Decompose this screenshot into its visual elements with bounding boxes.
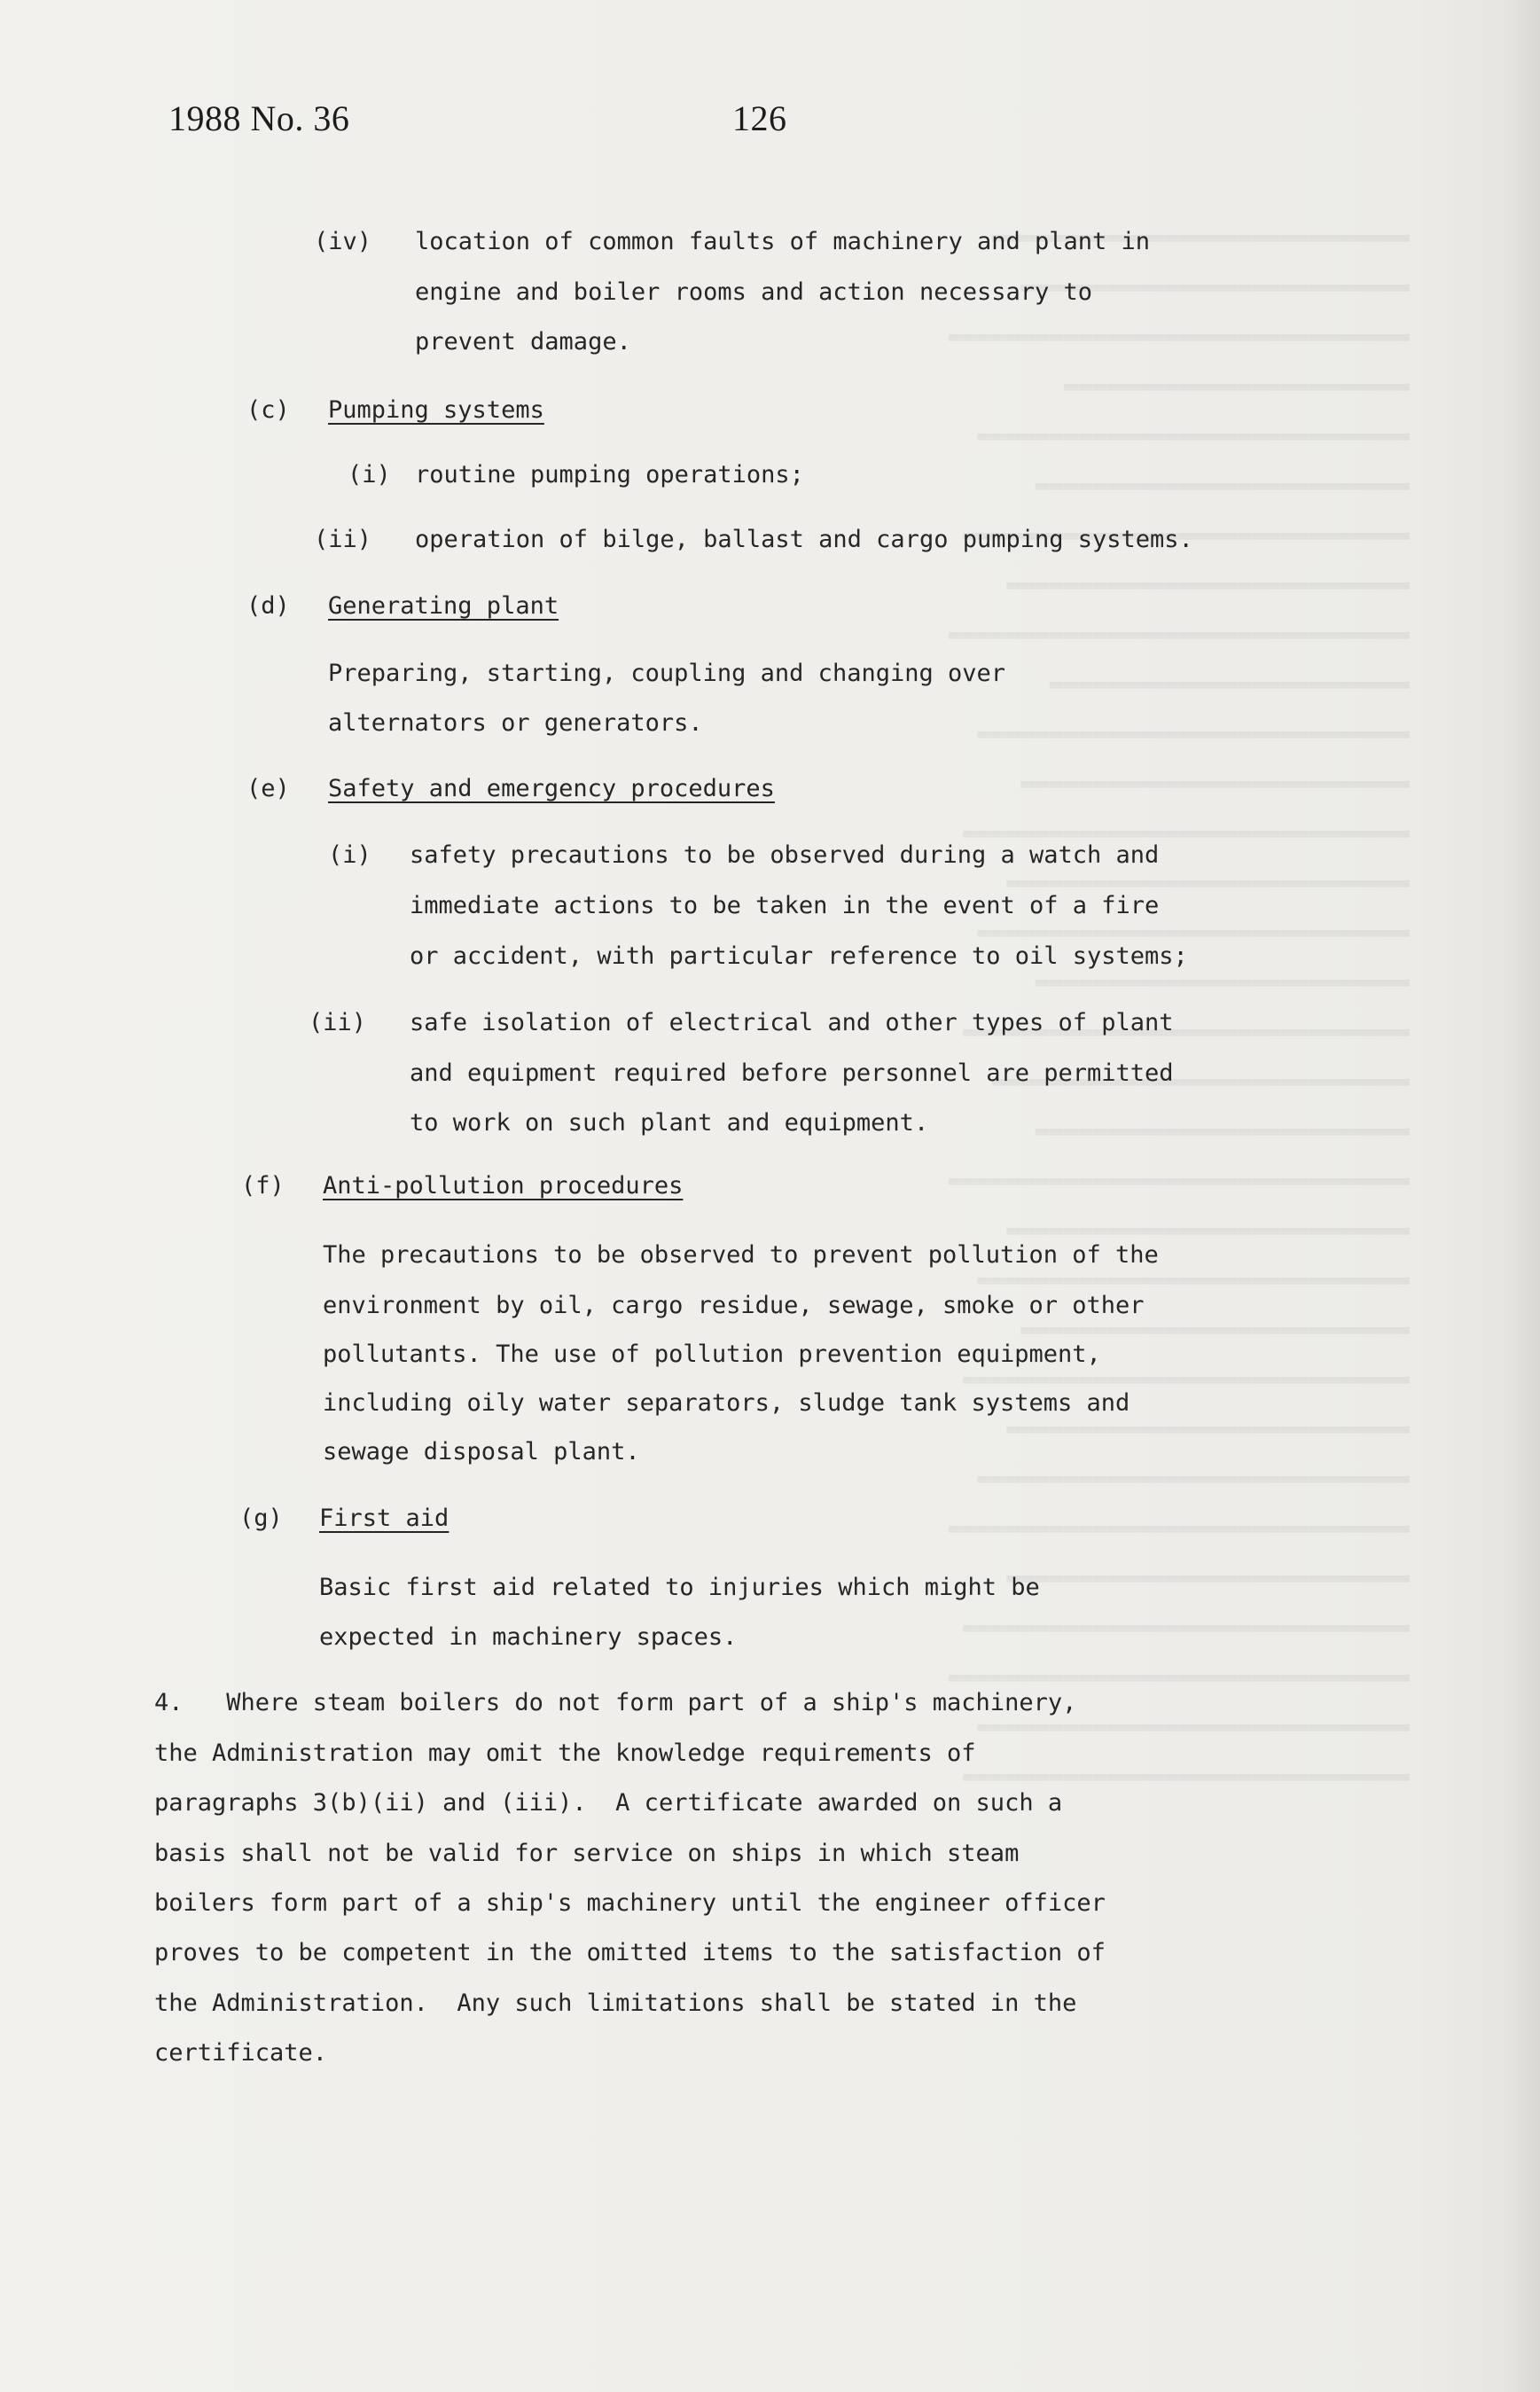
item-c-i-line-1: routine pumping operations; [415,461,804,489]
item-e-i-line-2: immediate actions to be taken in the event of a fire [410,892,1160,919]
section-title-first-aid: First aid [319,1505,449,1532]
item-e-i-line-3: or accident, with particular reference to oil systems; [410,942,1188,970]
section-title-generating-plant: Generating plant [328,592,559,620]
section-f-line-3: pollutants. The use of pollution prevention equipment, [323,1341,1101,1368]
item-label-e-ii: (ii) [309,1009,367,1036]
section-g-line-2: expected in machinery spaces. [319,1623,738,1651]
section-d-line-1: Preparing, starting, coupling and changing over [328,660,1006,687]
paragraph-4-line-5: boilers form part of a ship's machinery until the engineer officer [154,1889,1106,1917]
section-f-line-2: environment by oil, cargo residue, sewage, smoke or other [323,1292,1145,1319]
paragraph-4-line-1: 4. Where steam boilers do not form part of a ship's machinery, [154,1689,1077,1716]
item-b-iv-line-1: location of common faults of machinery and plant in [415,228,1151,255]
section-f-line-1: The precautions to be observed to prevent pollution of the [323,1241,1159,1269]
section-label-f: (f) [241,1172,285,1200]
document-number: 1988 No. 36 [168,98,350,138]
paragraph-4-line-6: proves to be competent in the omitted items to the satisfaction of [154,1939,1106,1966]
section-f-line-4: including oily water separators, sludge tank systems and [323,1389,1130,1417]
item-label-e-i: (i) [328,841,371,869]
paragraph-4-line-8: certificate. [154,2039,328,2067]
paragraph-4-line-4: basis shall not be valid for service on ships in which steam [154,1840,1020,1867]
paragraph-4-line-7: the Administration. Any such limitations shall be stated in the [154,1989,1077,2017]
item-b-iv-line-2: engine and boiler rooms and action necessary to [415,278,1093,306]
item-e-ii-line-3: to work on such plant and equipment. [410,1109,929,1137]
section-label-g: (g) [239,1505,283,1532]
page-number: 126 [732,98,787,138]
section-title-pumping-systems: Pumping systems [328,396,544,424]
section-title-anti-pollution: Anti-pollution procedures [323,1172,684,1200]
item-e-ii-line-1: safe isolation of electrical and other types of plant [410,1009,1174,1036]
section-d-line-2: alternators or generators. [328,709,703,737]
item-e-i-line-1: safety precautions to be observed during a watch and [410,841,1160,869]
item-label-c-ii: (ii) [314,526,372,553]
section-g-line-1: Basic first aid related to injuries which might be [319,1574,1040,1601]
item-b-iv-line-3: prevent damage. [415,328,631,356]
paragraph-4-line-3: paragraphs 3(b)(ii) and (iii). A certificate awarded on such a [154,1789,1063,1817]
item-c-ii-line-1: operation of bilge, ballast and cargo pumping systems. [415,526,1193,553]
section-label-e: (e) [246,775,290,802]
item-label-c-i: (i) [348,461,391,489]
paragraph-4-line-2: the Administration may omit the knowledge requirements of [154,1739,976,1767]
item-e-ii-line-2: and equipment required before personnel are permitted [410,1059,1174,1087]
page-edge-shadow [1505,0,1540,2392]
section-f-line-5: sewage disposal plant. [323,1438,640,1466]
section-label-c: (c) [246,396,290,424]
item-label-b-iv: (iv) [314,228,372,255]
section-title-safety-emergency: Safety and emergency procedures [328,775,775,802]
bleed-through-texture [168,213,1410,1802]
section-label-d: (d) [246,592,290,620]
